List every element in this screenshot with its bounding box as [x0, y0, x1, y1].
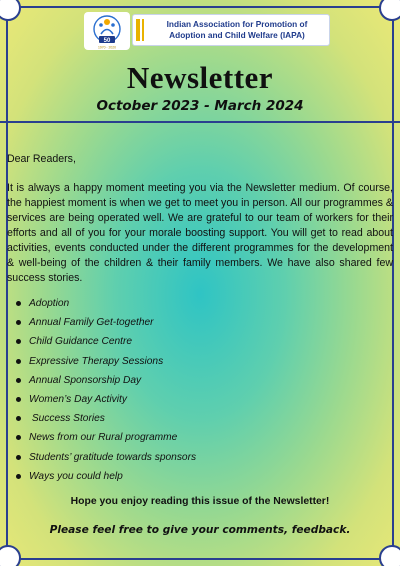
topic-label: Ways you could help: [29, 470, 123, 482]
topics-list: [7, 294, 393, 486]
iapa-logo-icon: [84, 12, 130, 50]
bullet-icon: [16, 397, 21, 402]
topic-item: [29, 448, 393, 467]
newsletter-period: October 2023 - March 2024: [96, 98, 304, 114]
organization-banner: [132, 14, 330, 46]
organization-name: [149, 19, 325, 41]
bullet-icon: [16, 435, 21, 440]
iapa-logo: [84, 12, 130, 50]
topic-item: [29, 313, 393, 332]
corner-ornament-top-right: [379, 0, 400, 21]
topic-item: [29, 467, 393, 486]
bullet-icon: [16, 378, 21, 383]
bullet-icon: [16, 474, 21, 479]
bullet-icon: [16, 320, 21, 325]
greeting: Dear Readers,: [7, 153, 76, 165]
topic-item: [29, 409, 393, 428]
bullet-icon: [16, 416, 21, 421]
topic-label: Students’ gratitude towards sponsors: [29, 451, 197, 463]
topic-item: [29, 390, 393, 409]
closing-line: Hope you enjoy reading this issue of the Newsletter!: [70, 496, 330, 507]
intro-paragraph: It is always a happy moment meeting you via the Newsletter medium. Of course, the happiest moment is when we get to meet you in person. All our programmes & services are being operated well. We are grateful to our team of workers for their efforts and all of you for your morale boosting support. You will get to read about activities, events conducted under the different programmes for the development & well-being of the children & their family members. We have also shared few success stories.: [7, 182, 393, 284]
topic-label: Annual Sponsorship Day: [29, 374, 142, 386]
topic-label: Women’s Day Activity: [29, 394, 127, 406]
topic-label: Annual Family Get-together: [29, 317, 154, 329]
corner-ornament-top-left: [0, 0, 21, 21]
svg-text:1970 - 2020: 1970 - 2020: [97, 45, 117, 50]
bullet-icon: [16, 301, 21, 306]
feedback-request: Please feel free to give your comments, feedback.: [49, 524, 351, 536]
banner-accent-bar-thin: [142, 19, 144, 41]
topic-item: [29, 294, 393, 313]
topic-item: [29, 332, 393, 351]
organization-name-line-2: Adoption and Child Welfare (IAPA): [169, 30, 305, 40]
topic-item: [29, 371, 393, 390]
header-divider: [0, 121, 400, 123]
corner-ornament-bottom-left: [0, 545, 21, 566]
topic-item: [29, 352, 393, 371]
svg-text:50: 50: [103, 38, 111, 44]
topic-label: Adoption: [29, 298, 70, 309]
topic-label: News from our Rural programme: [29, 432, 178, 444]
topic-label: Expressive Therapy Sessions: [29, 355, 164, 367]
organization-name-line-1: Indian Association for Promotion of: [166, 19, 308, 29]
newsletter-title: Newsletter: [126, 60, 274, 95]
topic-label: Child Guidance Centre: [29, 336, 133, 348]
newsletter-body: [7, 152, 393, 486]
corner-ornament-bottom-right: [379, 545, 400, 566]
topic-label: Success Stories: [29, 413, 105, 425]
bullet-icon: [16, 339, 21, 344]
bullet-icon: [16, 455, 21, 460]
banner-accent-bar: [136, 19, 140, 41]
bullet-icon: [16, 359, 21, 364]
topic-item: [29, 428, 393, 447]
